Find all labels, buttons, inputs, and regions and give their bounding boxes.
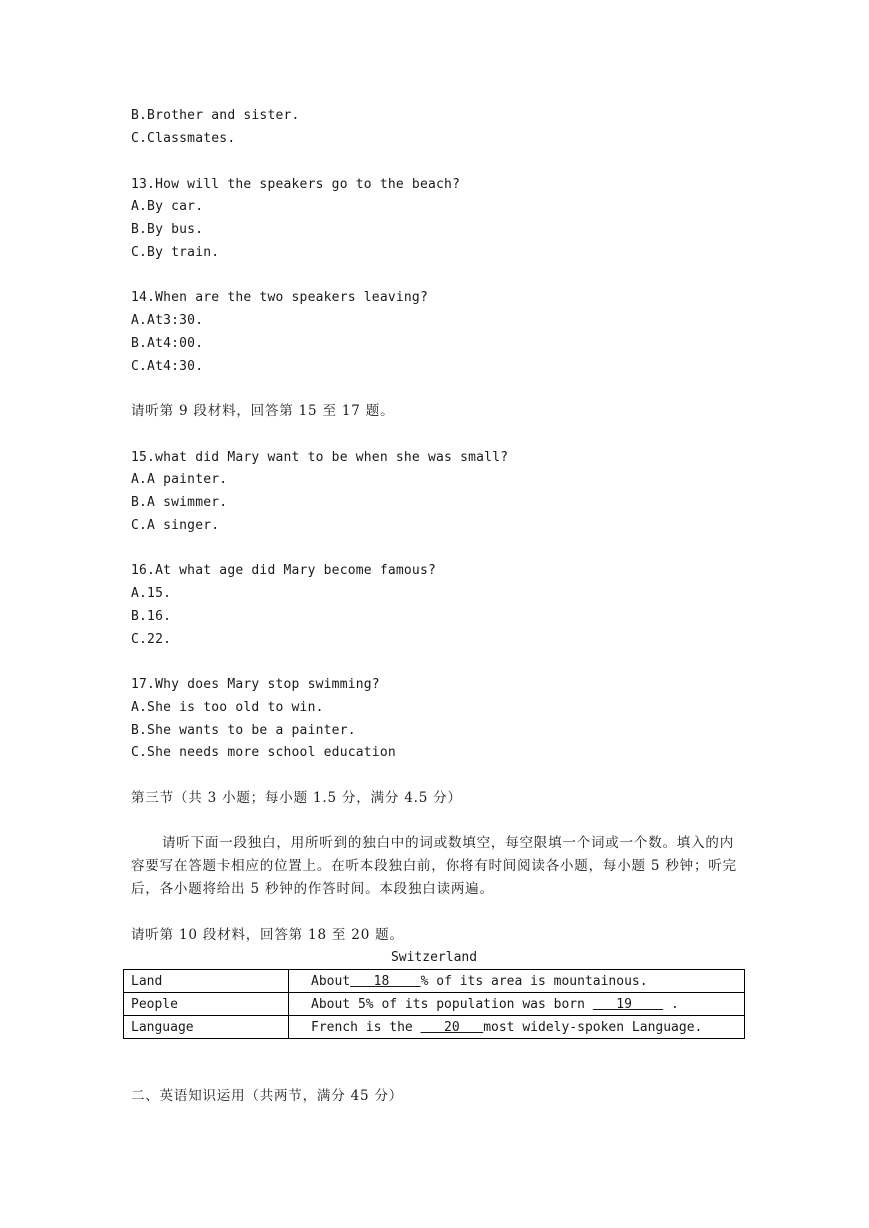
option-line: B.A swimmer. (131, 495, 228, 510)
question-14: 14.When are the two speakers leaving? (131, 290, 428, 305)
text-after-blank: . (663, 996, 679, 1012)
row-label: Language (124, 1016, 289, 1039)
option-line: C.A singer. (131, 518, 220, 533)
text-before-blank: About (311, 973, 351, 989)
instruction-paragraph: 请听下面一段独白，用所听到的独白中的词或数填空，每空限填一个词或一个数。填入的内容要写在答题卡相应的位置上。在听本段独白前，你将有时间阅读各小题，每小题 5 秒钟；听完后，各小题将给出 5 秒钟的作答时间。本段独白读两遍。 (131, 835, 737, 897)
option-line: B.Brother and sister. (131, 108, 300, 123)
option-line: B.16. (131, 609, 172, 624)
answer-blank-19: 19 (592, 996, 664, 1012)
answer-blank-18: 18 (350, 973, 421, 989)
question-13: 13.How will the speakers go to the beach? (131, 177, 461, 192)
option-line: A.By car. (131, 199, 204, 214)
option-line: C.22. (131, 632, 172, 647)
option-line: B.At4:00. (131, 336, 204, 351)
section-instruction: 请听第 9 段材料，回答第 15 至 17 题。 (131, 403, 395, 419)
option-line: A.A painter. (131, 472, 228, 487)
row-label: Land (124, 970, 289, 993)
option-line: C.At4:30. (131, 359, 204, 374)
text-after-blank: most widely-spoken Language. (483, 1019, 703, 1035)
question-17: 17.Why does Mary stop swimming? (131, 677, 380, 692)
row-content (289, 993, 745, 1016)
info-table (123, 969, 745, 1039)
option-line: A.At3:30. (131, 313, 204, 328)
option-line: B.By bus. (131, 222, 204, 237)
option-line: C.Classmates. (131, 131, 236, 146)
text-before-blank: French is the (311, 1019, 421, 1035)
option-line: C.She needs more school education (131, 745, 396, 760)
row-label: People (124, 993, 289, 1016)
option-line: A.She is too old to win. (131, 700, 324, 715)
row-content (289, 1016, 745, 1039)
table-row (124, 970, 745, 993)
table-title: Switzerland (390, 950, 478, 965)
question-16: 16.At what age did Mary become famous? (131, 563, 437, 578)
section-instruction: 请听第 10 段材料，回答第 18 至 20 题。 (131, 927, 404, 943)
part-heading: 二、英语知识运用（共两节，满分 45 分） (131, 1088, 404, 1104)
option-line: B.She wants to be a painter. (131, 723, 356, 738)
table-row (124, 993, 745, 1016)
table-row (124, 1016, 745, 1039)
option-line: A.15. (131, 586, 172, 601)
option-line: C.By train. (131, 245, 220, 260)
text-before-blank: About 5% of its population was born (311, 996, 593, 1012)
question-15: 15.what did Mary want to be when she was small? (131, 450, 509, 465)
answer-blank-20: 20 (420, 1019, 484, 1035)
section-heading: 第三节（共 3 小题；每小题 1.5 分，满分 4.5 分） (131, 790, 462, 806)
text-after-blank: % of its area is mountainous. (420, 973, 648, 989)
row-content (289, 970, 745, 993)
